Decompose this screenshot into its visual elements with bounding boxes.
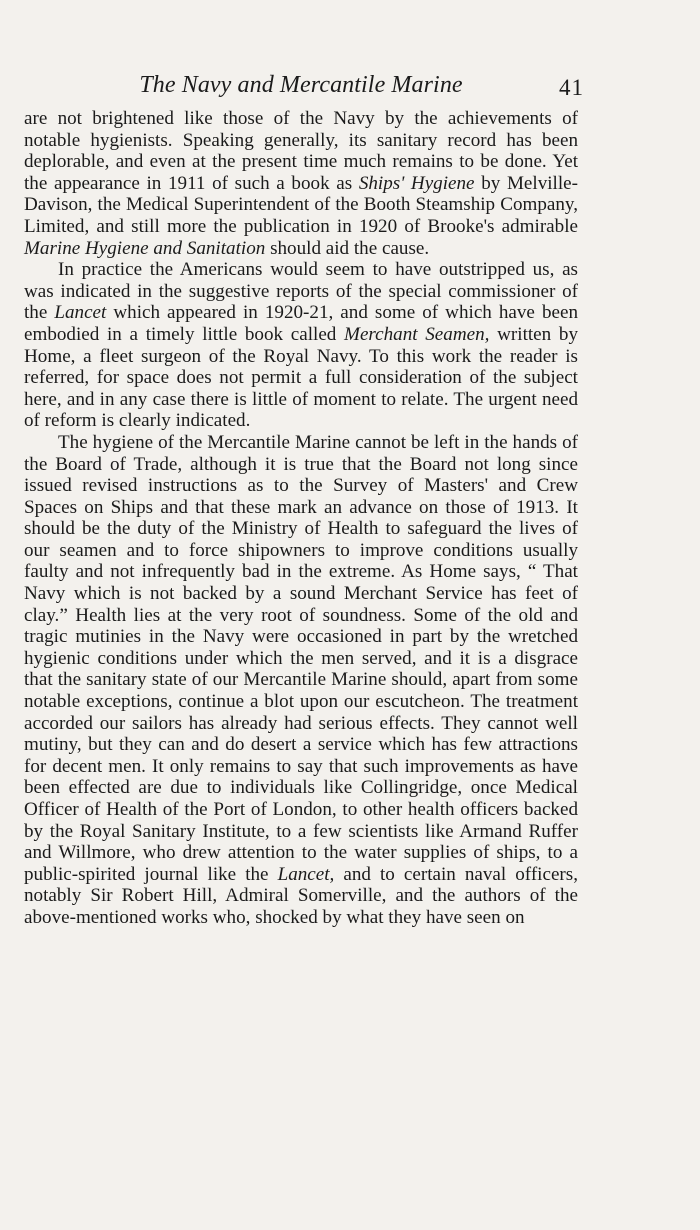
text-run: by Melville-Davison, the Medical Superintendent of the Booth Steamship Company, Limited, and still more the publication in 1920 of Brooke's admirable [24,172,578,237]
italic-title-run: Marine Hygiene and Sanitation [24,237,266,259]
paragraph-1 [24,108,578,259]
paragraph-3 [24,432,578,929]
text-run: and to certain naval officers, notably Sir Robert Hill, Admiral Somerville, and the authors of the above-mentioned works who, shocked by what they have seen on [24,863,578,928]
text-run: which appeared in 1920-21, and some of which have been embodied in a timely little book called [24,302,578,345]
text-run: The hygiene of the Mercantile Marine cannot be left in the hands of the Board of Trade, although it is true that the Board not long since issued revised instructions as to the Survey of Masters' and Crew Spaces on Ships and that these mark an advance on those of 1913. It should be the duty of the Ministry of Health to safeguard the lives of our seamen and to force shipowners to improve conditions usually faulty and not infrequently bad in the extreme. As Home says, “ That Navy which is not backed by a sound Merchant Service has feet of clay.” Health lies at the very root of soundness. Some of the old and tragic mutinies in the Navy were occasioned in part by the wretched hygienic conditions under which the men served, and it is a disgrace that the sanitary state of our Mercantile Marine should, apart from some notable exceptions, continue a blot upon our escutcheon. The treatment accorded our sailors has already had serious effects. They cannot well mutiny, but they can and do desert a service which has few attractions for decent men. It only remains to say that such improvements as have been effected are due to individuals like Collingridge, once Medical Officer of Health of the Port of London, to other health officers backed by the Royal Sanitary Institute, to a few scientists like Armand Ruffer and Willmore, who drew attention to the water supplies of ships, to a public-spirited journal like the [24,431,578,885]
italic-title-run: Lancet, [277,863,335,885]
text-run: should aid the cause. [265,237,430,259]
text-run: are not brightened like those of the Navy by the achievements of notable hygienists. Speaking generally, its sanitary record has been deplorable, and even at the present time much remains to be done. Yet the appearance in 1911 of such a book as [24,108,578,194]
paragraph-2 [24,259,578,432]
text-run: In practice the Americans would seem to have outstripped us, as was indicated in the suggestive reports of the special commissioner of the [24,259,578,324]
running-head [24,68,584,108]
body-text [24,108,578,929]
book-page [24,68,584,929]
italic-title-run: Lancet [54,302,107,324]
running-title: The Navy and Mercantile Marine [139,72,463,98]
italic-title-run: Merchant Seamen, [344,323,490,345]
page-number: 41 [559,75,584,100]
text-run: written by Home, a fleet surgeon of the Royal Navy. To this work the reader is referred, for space does not permit a full consideration of the subject here, and in any case there is little of moment to relate. The urgent need of reform is clearly indicated. [24,323,578,432]
italic-title-run: Ships' Hygiene [358,172,475,194]
